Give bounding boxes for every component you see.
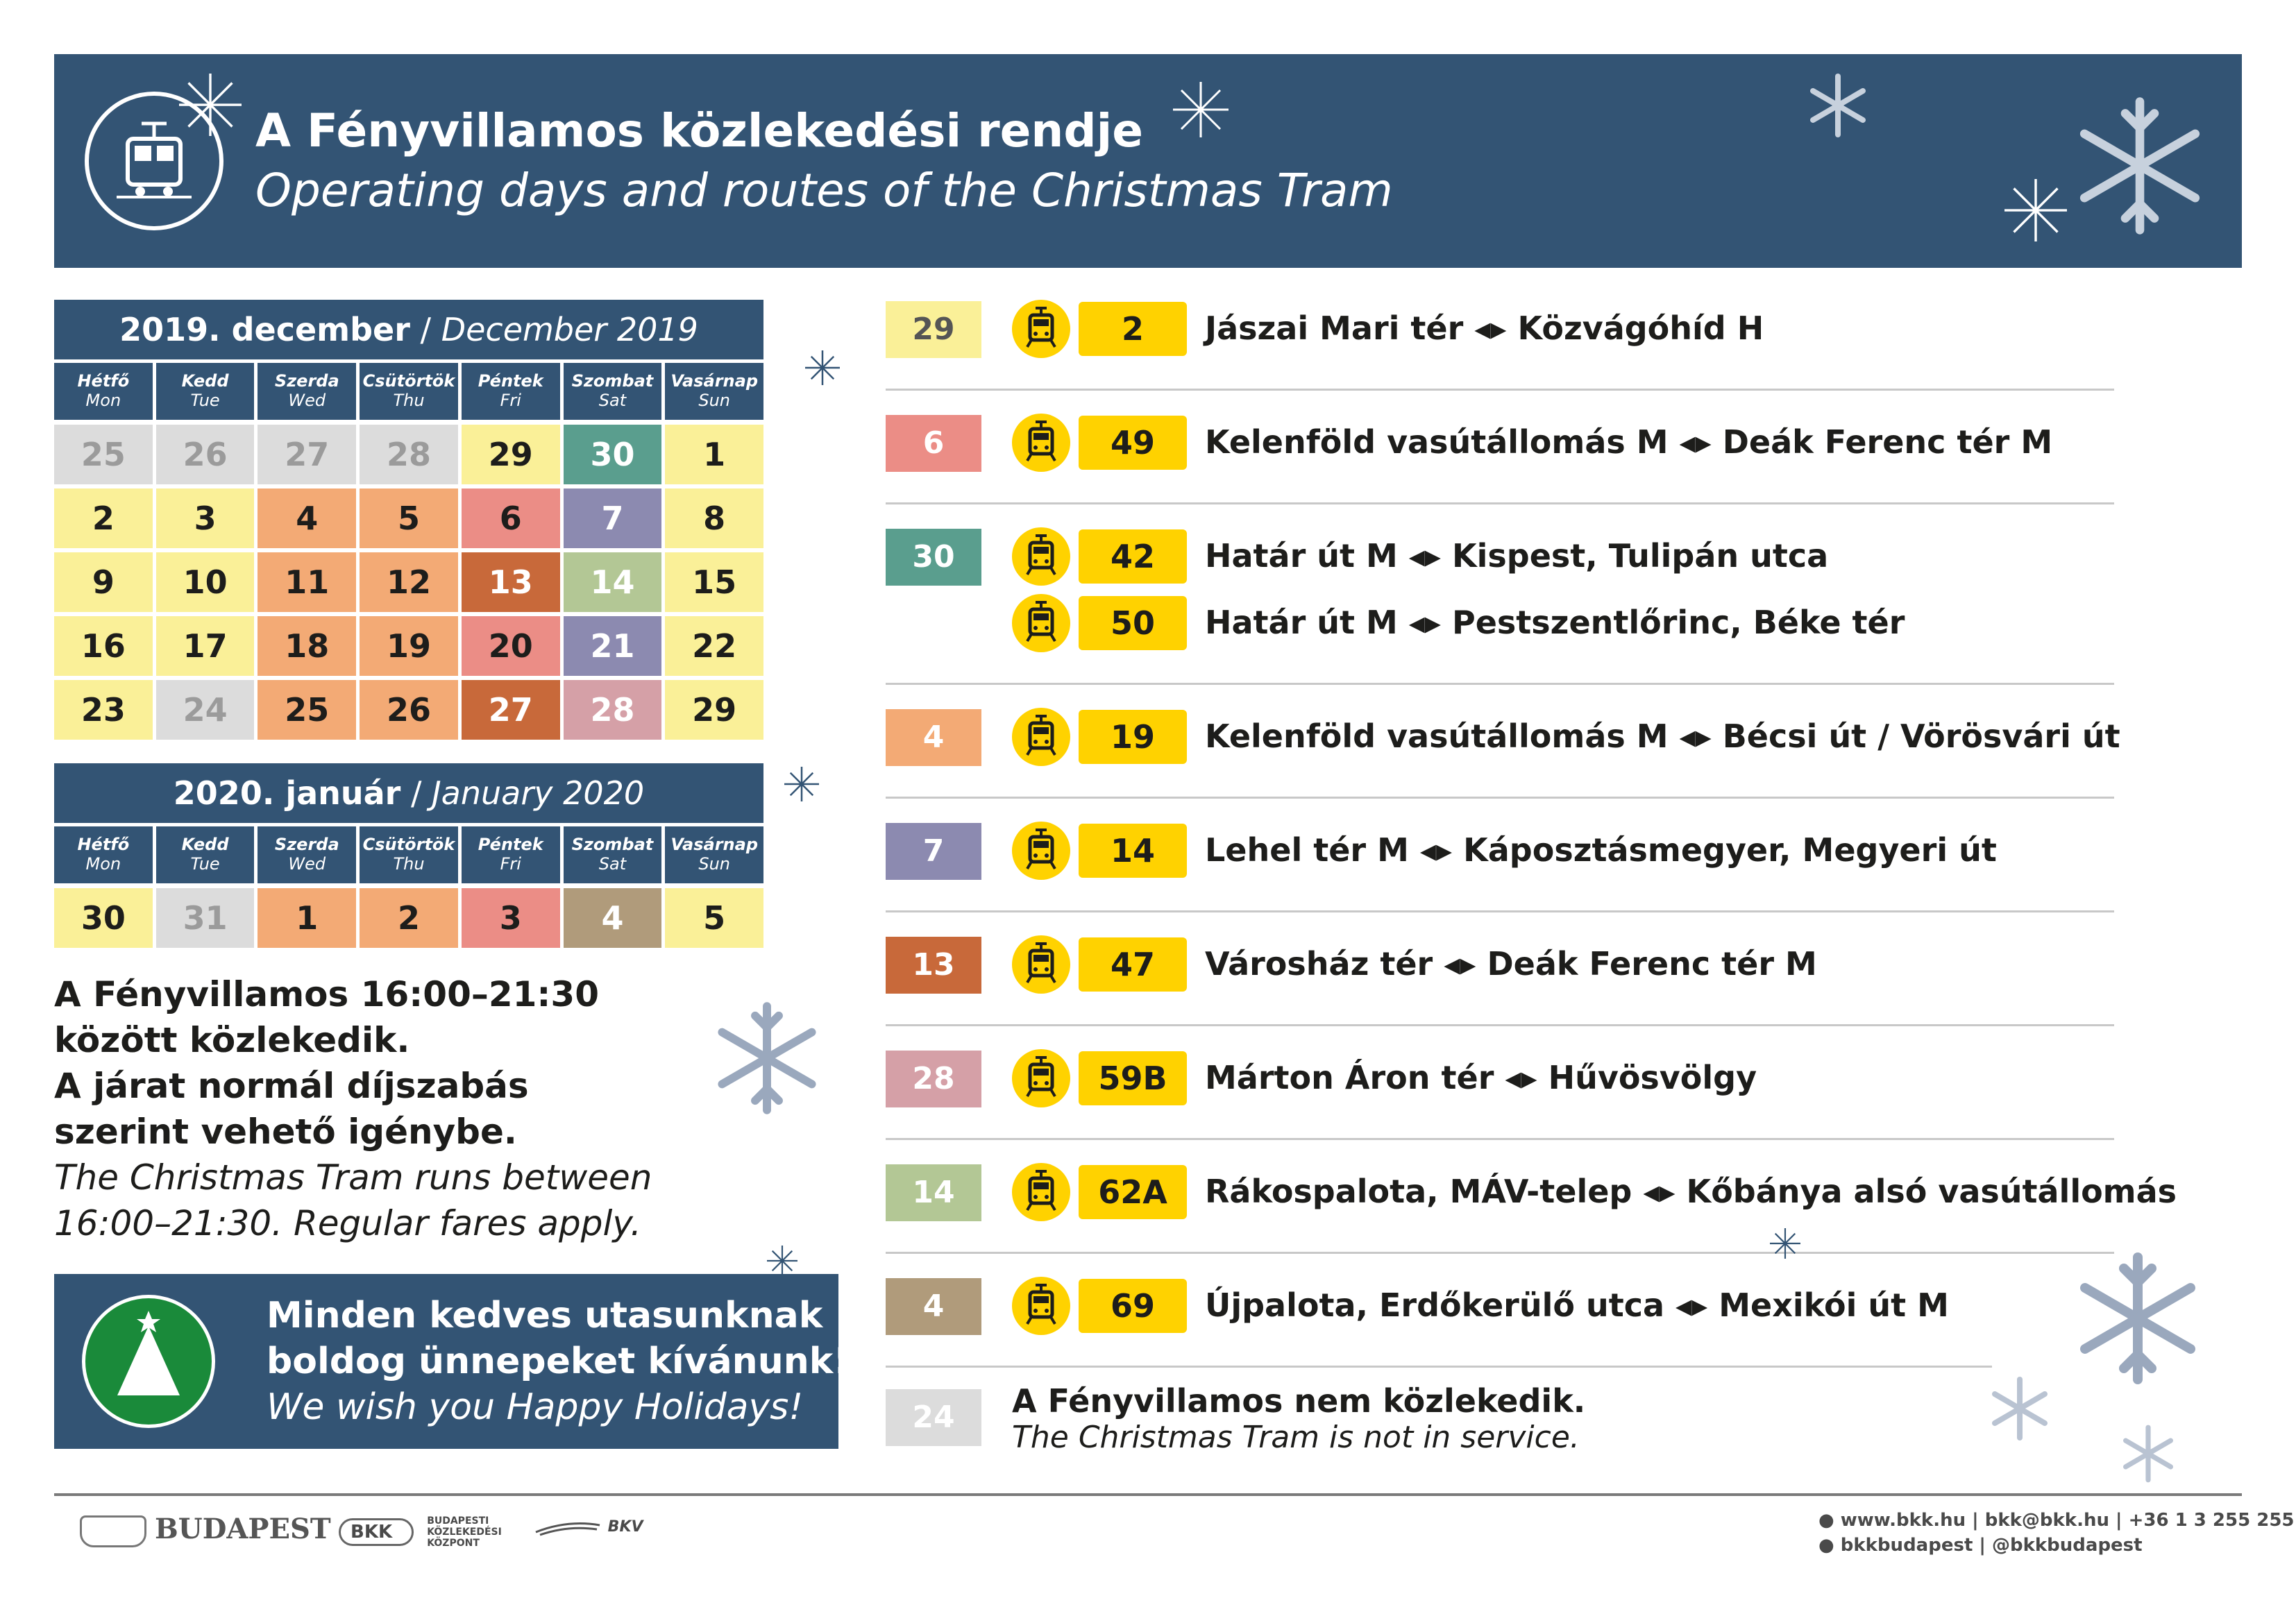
weekday-hu: Kedd bbox=[181, 371, 229, 391]
route-number-badge: 14 bbox=[1079, 824, 1187, 878]
note-en-line: 16:00–21:30. Regular fares apply. bbox=[54, 1203, 641, 1243]
weekday-hu: Vasárnap bbox=[670, 371, 759, 391]
route-divider bbox=[886, 1138, 2114, 1140]
calendar-day-cell: 24 bbox=[156, 680, 255, 740]
weekday-hu: Hétfő bbox=[77, 835, 130, 854]
header-banner bbox=[54, 54, 2242, 268]
weekday-en: Sun bbox=[698, 854, 730, 874]
route-row bbox=[886, 1162, 2177, 1231]
calendar-day-cell: 29 bbox=[462, 425, 560, 484]
january-weekday-header bbox=[54, 826, 763, 883]
route-divider bbox=[886, 1252, 2114, 1254]
sparkle-icon bbox=[767, 1246, 797, 1276]
route-divider bbox=[886, 389, 2114, 391]
weekday-en: Sun bbox=[698, 391, 730, 410]
day-swatch: 24 bbox=[886, 1389, 981, 1446]
route-divider bbox=[886, 910, 2114, 912]
calendar-day-cell: 2 bbox=[54, 488, 153, 548]
note-en-line: The Christmas Tram runs between bbox=[54, 1157, 652, 1198]
snowflake-icon bbox=[1803, 71, 1873, 140]
route-row bbox=[886, 820, 2114, 890]
calendar-day-cell: 25 bbox=[258, 680, 356, 740]
note-hu-line: A járat normál díjszabás bbox=[54, 1066, 529, 1106]
weekday-en: Tue bbox=[190, 854, 220, 874]
day-swatch: 29 bbox=[886, 301, 981, 358]
weekday-header-cell bbox=[258, 826, 356, 883]
calendar-day-cell: 3 bbox=[156, 488, 255, 548]
sparkle-icon bbox=[1770, 1228, 1800, 1259]
calendar-day-cell: 14 bbox=[564, 552, 662, 612]
december-weekday-header bbox=[54, 363, 763, 420]
route-row bbox=[886, 526, 2114, 662]
weekday-hu: Hétfő bbox=[77, 371, 130, 391]
calendar-day-cell: 27 bbox=[258, 425, 356, 484]
bkk-badge: BKK bbox=[339, 1518, 414, 1546]
weekday-en: Wed bbox=[288, 854, 326, 874]
tram-icon bbox=[1012, 527, 1070, 586]
budapest-logo: BUDAPEST bbox=[80, 1513, 331, 1547]
calendar-day-cell: 4 bbox=[564, 888, 662, 948]
route-terminals: Határ út M ◂▸ Pestszentlőrinc, Béke tér bbox=[1205, 604, 1905, 641]
calendar-day-cell: 27 bbox=[462, 680, 560, 740]
calendar-day-cell: 30 bbox=[54, 888, 153, 948]
calendar-day-cell: 10 bbox=[156, 552, 255, 612]
weekday-header-cell bbox=[665, 826, 763, 883]
calendar-day-cell: 9 bbox=[54, 552, 153, 612]
tram-icon bbox=[1012, 594, 1070, 652]
calendar-day-cell: 6 bbox=[462, 488, 560, 548]
calendar-day-cell: 28 bbox=[360, 425, 458, 484]
sparkle-icon bbox=[179, 74, 242, 136]
snowflake-icon bbox=[2067, 93, 2213, 239]
weekday-en: Sat bbox=[598, 391, 627, 410]
calendar-day-cell: 25 bbox=[54, 425, 153, 484]
budapest-crest-icon bbox=[80, 1515, 146, 1547]
calendar-day-cell: 23 bbox=[54, 680, 153, 740]
weekday-hu: Csütörtök bbox=[362, 371, 455, 391]
contact-line-2: ● bkkbudapest | @bkkbudapest bbox=[1818, 1535, 2143, 1556]
calendar-day-cell: 2 bbox=[360, 888, 458, 948]
calendar-day-cell: 5 bbox=[665, 888, 763, 948]
route-terminals: Márton Áron tér ◂▸ Hűvösvölgy bbox=[1205, 1059, 1757, 1096]
weekday-header-cell bbox=[462, 363, 560, 420]
calendar-day-cell: 13 bbox=[462, 552, 560, 612]
note-hu-line: szerint vehető igénybe. bbox=[54, 1112, 517, 1152]
weekday-header-cell bbox=[156, 363, 255, 420]
note-hu-line: között közlekedik. bbox=[54, 1020, 410, 1060]
calendar-day-cell: 29 bbox=[665, 680, 763, 740]
snowflake-icon bbox=[708, 999, 826, 1117]
day-swatch: 30 bbox=[886, 529, 981, 586]
facebook-icon: ● bbox=[1818, 1535, 1841, 1556]
weekday-hu: Csütörtök bbox=[362, 835, 455, 854]
weekday-header-cell bbox=[564, 363, 662, 420]
page-subtitle: Operating days and routes of the Christmas Tram bbox=[255, 164, 1393, 217]
route-row bbox=[886, 412, 2114, 482]
day-swatch: 14 bbox=[886, 1164, 981, 1221]
route-terminals: Jászai Mari tér ◂▸ Közvágóhíd H bbox=[1205, 309, 1764, 347]
day-swatch: 7 bbox=[886, 823, 981, 880]
calendar-day-cell: 18 bbox=[258, 616, 356, 676]
snowflake-icon bbox=[1985, 1374, 2054, 1443]
sparkle-icon bbox=[805, 350, 840, 385]
bkk-name-line: KÖZPONT bbox=[427, 1538, 480, 1549]
note-hu-line: A Fényvillamos 16:00–21:30 bbox=[54, 974, 600, 1014]
december-title: 2019. december / December 2019 bbox=[54, 300, 763, 359]
tram-icon bbox=[1012, 414, 1070, 472]
weekday-header-cell bbox=[564, 826, 662, 883]
tram-icon bbox=[1012, 935, 1070, 994]
calendar-day-cell: 20 bbox=[462, 616, 560, 676]
route-terminals: Városház tér ◂▸ Deák Ferenc tér M bbox=[1205, 945, 1817, 983]
route-row bbox=[886, 1048, 2114, 1117]
greeting-hu-line1: Minden kedves utasunknak bbox=[267, 1295, 823, 1336]
route-divider bbox=[886, 1366, 1992, 1368]
calendar-day-cell: 22 bbox=[665, 616, 763, 676]
weekday-en: Wed bbox=[288, 391, 326, 410]
route-divider bbox=[886, 502, 2114, 504]
weekday-en: Thu bbox=[393, 854, 425, 874]
route-row bbox=[886, 934, 2114, 1003]
weekday-hu: Péntek bbox=[478, 371, 543, 391]
weekday-header-cell bbox=[665, 363, 763, 420]
route-number-badge: 19 bbox=[1079, 710, 1187, 764]
weekday-hu: Péntek bbox=[478, 835, 543, 854]
route-terminals: Újpalota, Erdőkerülő utca ◂▸ Mexikói út M bbox=[1205, 1286, 1949, 1324]
calendar-day-cell: 1 bbox=[258, 888, 356, 948]
weekday-en: Fri bbox=[500, 854, 521, 874]
calendar-day-cell: 15 bbox=[665, 552, 763, 612]
calendar-week-row bbox=[54, 425, 763, 484]
route-number-badge: 47 bbox=[1079, 937, 1187, 992]
tram-icon bbox=[1012, 1049, 1070, 1107]
route-divider bbox=[886, 1024, 2114, 1026]
weekday-header-cell bbox=[360, 826, 458, 883]
route-row bbox=[886, 706, 2120, 776]
page-title: A Fényvillamos közlekedési rendje bbox=[255, 104, 1144, 158]
calendar-day-cell: 31 bbox=[156, 888, 255, 948]
day-swatch: 13 bbox=[886, 937, 981, 994]
route-terminals: Lehel tér M ◂▸ Káposztásmegyer, Megyeri út bbox=[1205, 831, 1997, 869]
bkk-name-line: BUDAPESTI bbox=[427, 1515, 489, 1527]
calendar-day-cell: 19 bbox=[360, 616, 458, 676]
calendar-day-cell: 4 bbox=[258, 488, 356, 548]
route-terminals: Rákospalota, MÁV-telep ◂▸ Kőbánya alsó vasútállomás bbox=[1205, 1173, 2177, 1210]
weekday-header-cell bbox=[360, 363, 458, 420]
weekday-header-cell bbox=[54, 826, 153, 883]
calendar-day-cell: 16 bbox=[54, 616, 153, 676]
day-swatch: 4 bbox=[886, 1278, 981, 1335]
no-service-en: The Christmas Tram is not in service. bbox=[1012, 1420, 1580, 1455]
tram-icon bbox=[1012, 1277, 1070, 1335]
no-service-hu: A Fényvillamos nem közlekedik. bbox=[1012, 1382, 1586, 1420]
snowflake-icon bbox=[2068, 1249, 2207, 1388]
greeting-hu-line2: boldog ünnepeket kívánunk! bbox=[267, 1341, 850, 1382]
calendar-day-cell: 21 bbox=[564, 616, 662, 676]
calendar-week-row bbox=[54, 616, 763, 676]
bkk-name-line: KÖZLEKEDÉSI bbox=[427, 1527, 502, 1538]
globe-icon: ● bbox=[1818, 1510, 1841, 1531]
calendar-day-cell: 1 bbox=[665, 425, 763, 484]
tram-icon bbox=[1012, 300, 1070, 358]
route-row bbox=[886, 1275, 2114, 1345]
calendar-day-cell: 12 bbox=[360, 552, 458, 612]
day-swatch: 4 bbox=[886, 709, 981, 766]
weekday-header-cell bbox=[156, 826, 255, 883]
tram-icon bbox=[1012, 822, 1070, 880]
bkk-logo bbox=[339, 1515, 502, 1549]
route-terminals: Határ út M ◂▸ Kispest, Tulipán utca bbox=[1205, 537, 1829, 575]
bkv-lines-icon bbox=[533, 1517, 602, 1538]
route-number-badge: 2 bbox=[1079, 302, 1187, 356]
weekday-en: Thu bbox=[393, 391, 425, 410]
calendar-day-cell: 8 bbox=[665, 488, 763, 548]
snowflake-icon bbox=[2117, 1422, 2179, 1485]
contact-line-1: ● www.bkk.hu | bkk@bkk.hu | +36 1 3 255 255 bbox=[1818, 1510, 2295, 1531]
calendar-day-cell: 3 bbox=[462, 888, 560, 948]
weekday-hu: Szombat bbox=[571, 371, 654, 391]
day-swatch: 28 bbox=[886, 1051, 981, 1107]
sparkle-icon bbox=[2004, 179, 2067, 241]
route-row bbox=[886, 298, 2114, 368]
calendar-day-cell: 26 bbox=[360, 680, 458, 740]
weekday-en: Tue bbox=[190, 391, 220, 410]
route-divider bbox=[886, 683, 2114, 685]
sparkle-icon bbox=[1173, 82, 1229, 137]
route-number-badge: 42 bbox=[1079, 529, 1187, 584]
calendar-week-row bbox=[54, 488, 763, 548]
weekday-hu: Vasárnap bbox=[670, 835, 759, 854]
weekday-hu: Kedd bbox=[181, 835, 229, 854]
tram-icon bbox=[1012, 1163, 1070, 1221]
route-number-badge: 49 bbox=[1079, 416, 1187, 470]
route-number-badge: 69 bbox=[1079, 1279, 1187, 1333]
sparkle-icon bbox=[784, 767, 819, 801]
calendar-day-cell: 5 bbox=[360, 488, 458, 548]
greeting-en-line: We wish you Happy Holidays! bbox=[267, 1386, 804, 1428]
calendar-day-cell: 30 bbox=[564, 425, 662, 484]
day-swatch: 6 bbox=[886, 415, 981, 472]
operating-hours-note bbox=[54, 971, 679, 1246]
calendar-day-cell: 28 bbox=[564, 680, 662, 740]
weekday-en: Mon bbox=[85, 391, 121, 410]
footer-divider bbox=[54, 1493, 2242, 1496]
route-number-badge: 62A bbox=[1079, 1165, 1187, 1219]
calendar-week-row bbox=[54, 680, 763, 740]
calendar-day-cell: 26 bbox=[156, 425, 255, 484]
calendar-day-cell: 17 bbox=[156, 616, 255, 676]
tram-icon bbox=[1012, 708, 1070, 766]
weekday-header-cell bbox=[258, 363, 356, 420]
no-service-row bbox=[886, 1382, 2114, 1455]
calendar-day-cell: 7 bbox=[564, 488, 662, 548]
route-divider bbox=[886, 797, 2114, 799]
route-number-badge: 50 bbox=[1079, 596, 1187, 650]
weekday-hu: Szerda bbox=[274, 835, 339, 854]
route-terminals: Kelenföld vasútállomás M ◂▸ Bécsi út / Vörösvári út bbox=[1205, 717, 2120, 755]
christmas-tree-icon bbox=[82, 1295, 215, 1428]
route-number-badge: 59B bbox=[1079, 1051, 1187, 1105]
weekday-header-cell bbox=[462, 826, 560, 883]
weekday-header-cell bbox=[54, 363, 153, 420]
weekday-en: Mon bbox=[85, 854, 121, 874]
bkv-text: BKV bbox=[607, 1518, 643, 1536]
calendar-week-row bbox=[54, 888, 763, 948]
route-terminals: Kelenföld vasútállomás M ◂▸ Deák Ferenc tér M bbox=[1205, 423, 2053, 461]
bkv-logo bbox=[533, 1517, 643, 1538]
calendar-week-row bbox=[54, 552, 763, 612]
january-title: 2020. január / January 2020 bbox=[54, 763, 763, 823]
calendar-day-cell: 11 bbox=[258, 552, 356, 612]
weekday-en: Sat bbox=[598, 854, 627, 874]
weekday-en: Fri bbox=[500, 391, 521, 410]
weekday-hu: Szerda bbox=[274, 371, 339, 391]
holiday-greeting-box bbox=[54, 1274, 850, 1449]
weekday-hu: Szombat bbox=[571, 835, 654, 854]
